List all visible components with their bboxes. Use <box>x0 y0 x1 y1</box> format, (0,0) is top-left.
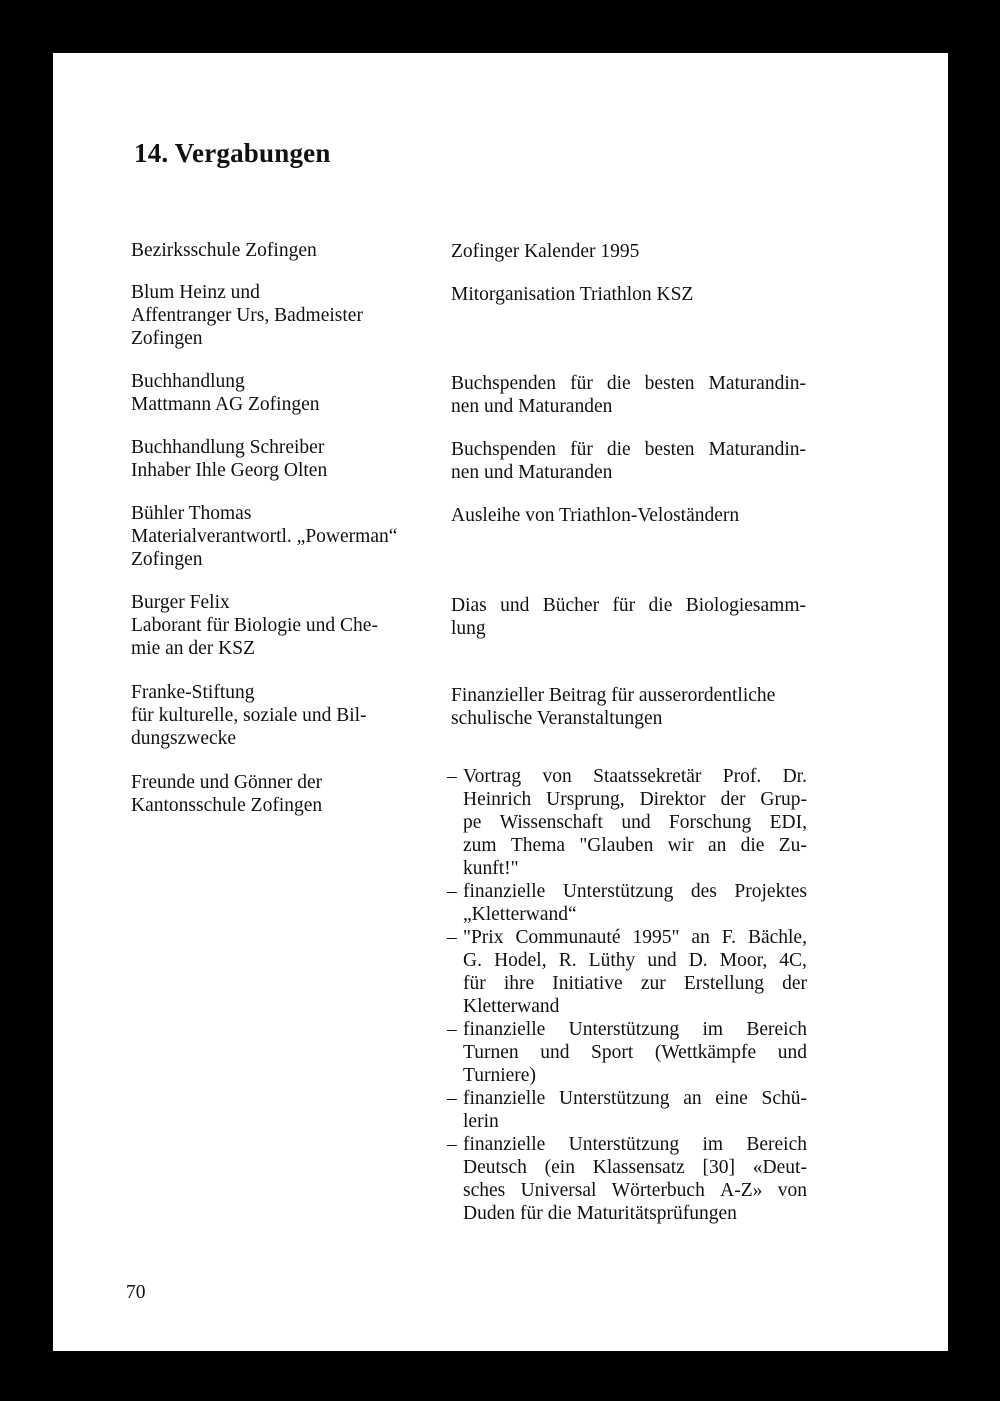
donor-line: für kulturelle, soziale und Bil- <box>131 705 367 726</box>
gift-bullet-item <box>447 765 807 880</box>
donor-line: Buchhandlung <box>131 371 245 392</box>
bullet-line: Heinrich Ursprung, Direktor der Grup- <box>463 789 807 810</box>
donor-entry <box>131 591 411 660</box>
bullet-line: kunft!" <box>463 858 519 879</box>
gift-line: Finanzieller Beitrag für ausserordentliche <box>451 685 776 706</box>
donor-line: Blum Heinz und <box>131 282 260 303</box>
bullet-line: Turnen und Sport (Wettkämpfe und <box>463 1042 807 1063</box>
bullet-line: G. Hodel, R. Lüthy und D. Moor, 4C, <box>463 950 807 971</box>
bullet-line: für ihre Initiative zur Erstellung der <box>463 973 807 994</box>
donor-line: Bühler Thomas <box>131 503 252 524</box>
donor-line: Affentranger Urs, Badmeister <box>131 305 363 326</box>
donor-line: dungszwecke <box>131 728 237 749</box>
donor-line: Zofingen <box>131 328 203 349</box>
bullet-line: zum Thema "Glauben wir an die Zu- <box>463 835 807 856</box>
bullet-dash: – <box>447 766 457 787</box>
bullet-line: lerin <box>463 1111 499 1132</box>
bullet-line: Duden für die Maturitätsprüfungen <box>463 1203 737 1224</box>
donor-entry <box>131 370 411 416</box>
gift-bullet-item <box>447 1133 807 1225</box>
bullet-dash: – <box>447 1134 457 1155</box>
donor-line: Freunde und Gönner der <box>131 772 323 793</box>
document-page <box>53 53 948 1351</box>
donor-line: Burger Felix <box>131 592 230 613</box>
gift-line: lung <box>451 618 486 639</box>
donor-line: Kantonsschule Zofingen <box>131 795 323 816</box>
bullet-line: „Kletterwand“ <box>463 904 577 925</box>
gift-line: nen und Maturanden <box>451 462 613 483</box>
donor-line: Bezirksschule Zofingen <box>131 240 317 261</box>
gift-entry <box>451 372 806 418</box>
donor-line: Franke-Stiftung <box>131 682 255 703</box>
gift-bullet-item <box>447 1087 807 1133</box>
donor-line: mie an der KSZ <box>131 638 256 659</box>
gift-line: Ausleihe von Triathlon-Veloständern <box>451 505 740 526</box>
donor-line: Buchhandlung Schreiber <box>131 437 325 458</box>
gift-entry <box>451 594 806 640</box>
bullet-line: Kletterwand <box>463 996 560 1017</box>
gift-bullet-item <box>447 926 807 1018</box>
gift-bullet-item <box>447 880 807 926</box>
donor-line: Materialverantwortl. „Powerman“ <box>131 526 398 547</box>
bullet-line: Vortrag von Staatssekretär Prof. Dr. <box>463 766 807 787</box>
gift-entry <box>451 283 806 306</box>
bullet-dash: – <box>447 927 457 948</box>
donor-entry <box>131 771 411 817</box>
gift-line: Dias und Bücher für die Biologiesamm- <box>451 595 806 616</box>
bullet-dash: – <box>447 881 457 902</box>
donor-line: Laborant für Biologie und Che- <box>131 615 378 636</box>
donor-line: Inhaber Ihle Georg Olten <box>131 460 328 481</box>
bullet-line: Turniere) <box>463 1065 536 1086</box>
bullet-line: finanzielle Unterstützung im Bereich <box>463 1019 807 1040</box>
gift-line: nen und Maturanden <box>451 396 613 417</box>
bullet-line: finanzielle Unterstützung im Bereich <box>463 1134 807 1155</box>
gift-entry <box>451 684 806 730</box>
donor-line: Zofingen <box>131 549 203 570</box>
gift-entry <box>451 438 806 484</box>
bullet-line: pe Wissenschaft und Forschung EDI, <box>463 812 807 833</box>
gift-bullet-list <box>447 765 807 1225</box>
gift-line: schulische Veranstaltungen <box>451 708 663 729</box>
gift-line: Mitorganisation Triathlon KSZ <box>451 284 694 305</box>
page-title: 14. Vergabungen <box>134 138 331 168</box>
bullet-line: finanzielle Unterstützung des Projektes <box>463 881 807 902</box>
donor-entry <box>131 239 411 262</box>
bullet-line: finanzielle Unterstützung an eine Schü- <box>463 1088 807 1109</box>
donor-entry <box>131 436 411 482</box>
page-number: 70 <box>126 1282 146 1303</box>
gift-entry <box>451 240 806 263</box>
bullet-dash: – <box>447 1088 457 1109</box>
gift-entry <box>451 504 806 527</box>
gift-line: Buchspenden für die besten Maturandin- <box>451 439 806 460</box>
donor-entry <box>131 502 411 571</box>
donor-entry <box>131 281 411 350</box>
gift-line: Zofinger Kalender 1995 <box>451 241 640 262</box>
gift-line: Buchspenden für die besten Maturandin- <box>451 373 806 394</box>
donor-line: Mattmann AG Zofingen <box>131 394 320 415</box>
bullet-line: "Prix Communauté 1995" an F. Bächle, <box>463 927 807 948</box>
bullet-dash: – <box>447 1019 457 1040</box>
bullet-line: sches Universal Wörterbuch A-Z» von <box>463 1180 807 1201</box>
bullet-line: Deutsch (ein Klassensatz [30] «Deut- <box>463 1157 807 1178</box>
gift-bullet-item <box>447 1018 807 1087</box>
donor-entry <box>131 681 411 750</box>
